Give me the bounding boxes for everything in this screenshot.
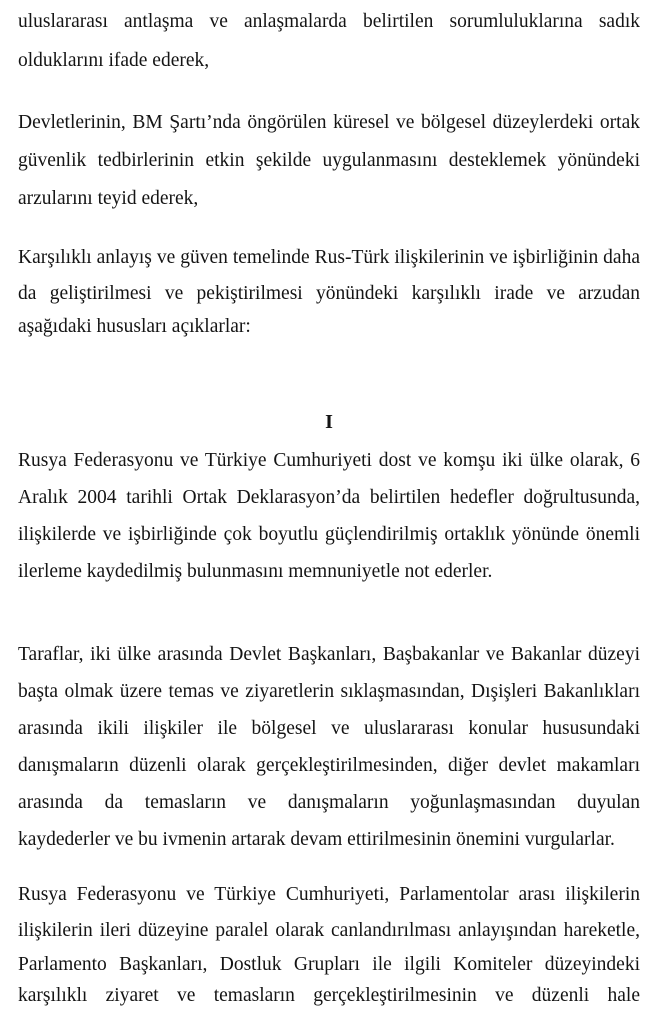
text-line: arzularını teyid ederek, — [18, 188, 199, 209]
text-line: kaydederler ve bu ivmenin artarak devam ettirilmesinin önemini vurgularlar. — [18, 829, 615, 850]
text-line: uluslararası antlaşma ve anlaşmalarda belirtilen sorumluluklarına sadık — [18, 11, 640, 32]
section-heading: I — [325, 411, 333, 433]
text-line: Parlamento Başkanları, Dostluk Grupları ile ilgili Komiteler düzeyindeki — [18, 954, 640, 975]
text-line: arasında da temasların ve danışmaların yoğunlaşmasından duyulan — [18, 792, 640, 813]
text-line: karşılıklı ziyaret ve temasların gerçekleştirilmesinin ve düzenli hale — [18, 985, 640, 1006]
text-line: ilerleme kaydedilmiş bulunmasını memnuniyetle not ederler. — [18, 561, 493, 582]
text-line: Aralık 2004 tarihli Ortak Deklarasyon’da belirtilen hedefler doğrultusunda, — [18, 487, 640, 508]
text-line: arasında ikili ilişkiler ile bölgesel ve uluslararası konular hususundaki — [18, 718, 640, 739]
text-line: danışmaların düzenli olarak gerçekleştirilmesinden, diğer devlet makamları — [18, 755, 640, 776]
text-line: da geliştirilmesi ve pekiştirilmesi yönündeki karşılıklı irade ve arzudan — [18, 283, 640, 304]
text-line: Devletlerinin, BM Şartı’nda öngörülen küresel ve bölgesel düzeylerdeki ortak — [18, 112, 640, 133]
text-line: ilişkilerin ileri düzeyine paralel olarak canlandırılması anlayışından hareketle, — [18, 920, 640, 941]
text-line: Rusya Federasyonu ve Türkiye Cumhuriyeti dost ve komşu iki ülke olarak, 6 — [18, 450, 640, 471]
text-line: olduklarını ifade ederek, — [18, 50, 210, 71]
text-line: Karşılıklı anlayış ve güven temelinde Rus-Türk ilişkilerinin ve işbirliğinin daha — [18, 247, 640, 268]
text-line: aşağıdaki hususları açıklarlar: — [18, 316, 251, 337]
text-line: Taraflar, iki ülke arasında Devlet Başkanları, Başbakanlar ve Bakanlar düzeyi — [18, 644, 640, 665]
text-line: ilişkilerde ve işbirliğinde çok boyutlu güçlendirilmiş ortaklık yönünde önemli — [18, 524, 640, 545]
text-line: güvenlik tedbirlerinin etkin şekilde uygulanmasını desteklemek yönündeki — [18, 150, 640, 171]
text-line: Rusya Federasyonu ve Türkiye Cumhuriyeti, Parlamentolar arası ilişkilerin — [18, 884, 640, 905]
text-line: başta olmak üzere temas ve ziyaretlerin sıklaşmasından, Dışişleri Bakanlıkları — [18, 681, 640, 702]
